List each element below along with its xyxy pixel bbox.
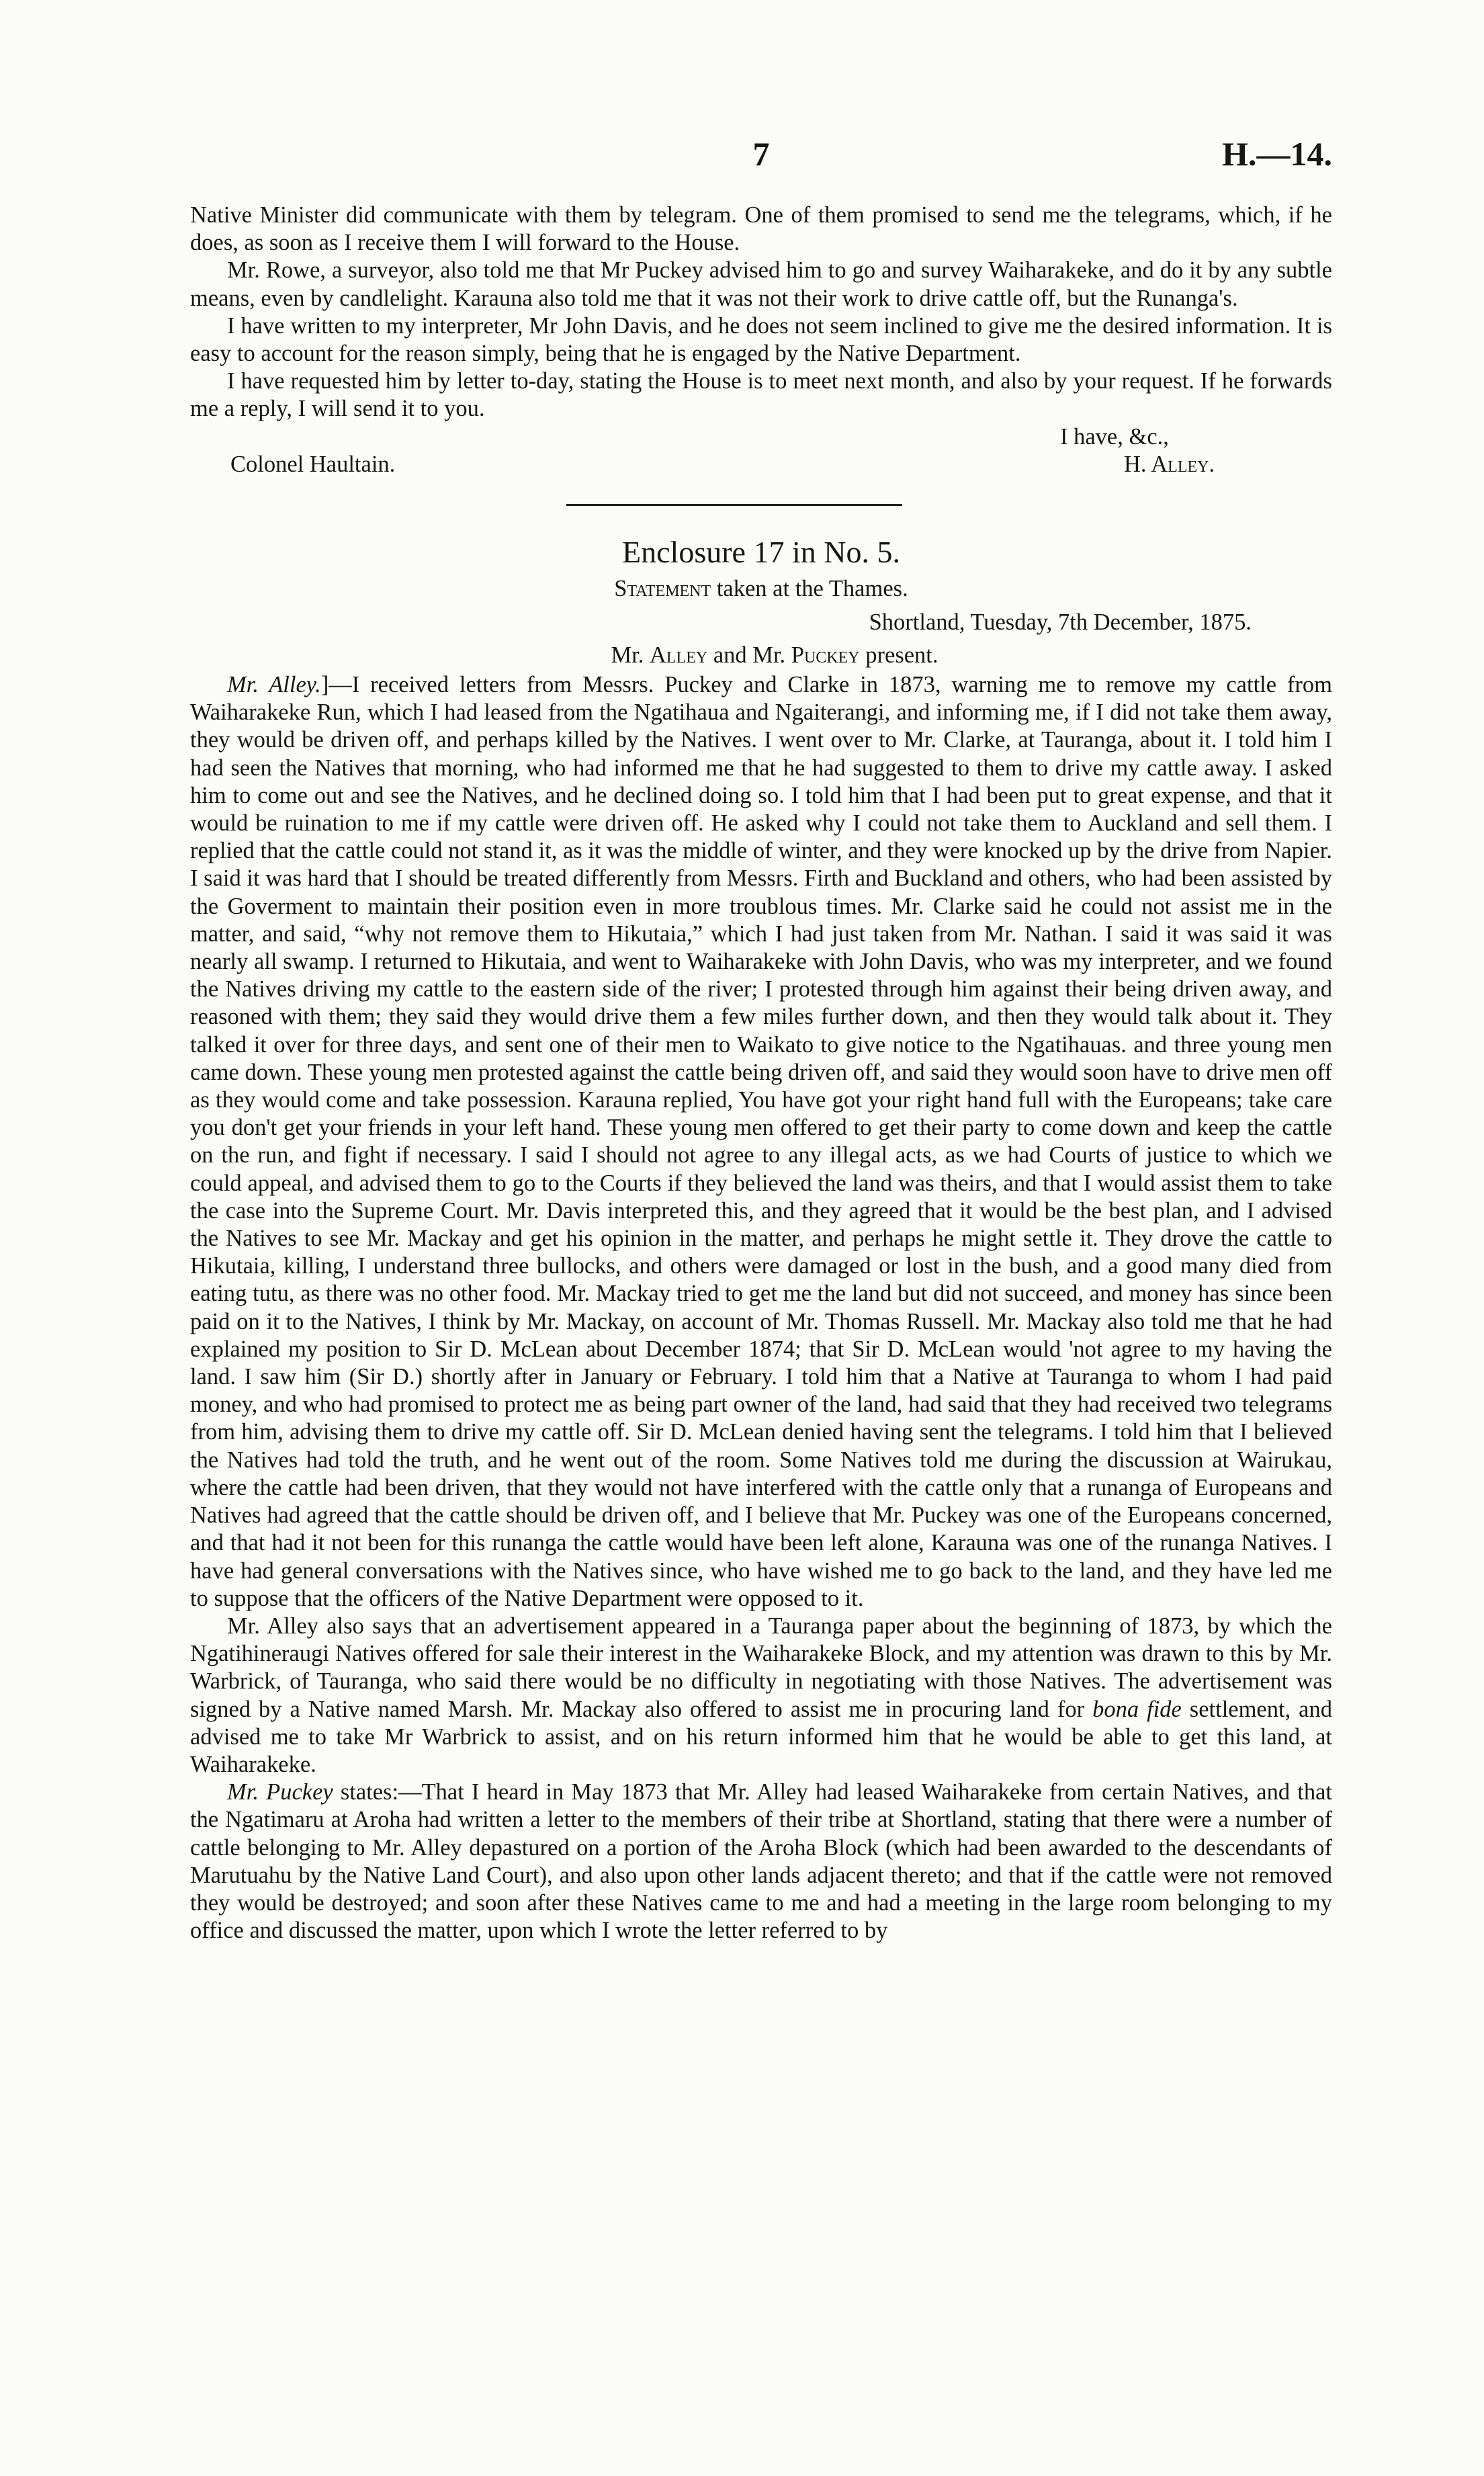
document-reference: H.—14. [1222,135,1332,173]
letter-addressee: Colonel Haultain. [230,451,396,477]
letter-paragraph: Native Minister did communicate with them by telegram. One of them promised to send me the telegrams, which, if he does, as soon as I receive them I will forward to the House. [190,202,1332,256]
document-body [190,202,1332,1945]
speaker-label: Mr. Alley. [227,672,321,697]
statement-word: Statement [614,576,711,601]
alley-statement-paragraph-2 [190,1613,1332,1779]
letter-paragraph: I have written to my interpreter, Mr John Davis, and he does not seem inclined to give me the desired information. It is easy to account for the reason simply, being that he is engaged by the Native Department. [190,312,1332,367]
present-line [190,639,1332,671]
present-name: Puckey [791,642,860,668]
statement-text: settlement, and advised me to take Mr Warbrick to assist, and on his return informed him that he would be able to get this land, at Waiharakeke. [190,1696,1332,1777]
page-number: 7 [752,135,770,173]
place-and-date: Shortland, Tuesday, 7th December, 1875. [869,609,1252,635]
present-text: Mr. [611,642,650,668]
letter-paragraph: I have requested him by letter to-day, stating the House is to meet next month, and also by your request. If he forwards me a reply, I will send it to you. [190,368,1332,422]
statement-text: ]—I received letters from Messrs. Puckey and Clarke in 1873, warning me to remove my cattle from Waiharakeke Run, which I had leased from the Ngatihaua and Ngaiterangi, and informing me, if I did not take them away, they would be driven off, and perhaps killed by the Natives. I went over to Mr. Clarke, at Tauranga, about it. I told him I had seen the Natives that morning, who had informed me that he had suggested to them to drive my cattle away. I asked him to come out and see the Natives, and he declined doing so. I told him that I had been put to great expense, and that it would be ruination to me if my cattle were driven off. He asked why I could not take them to Auckland and sell them. I replied that the cattle could not stand it, as it was the middle of winter, and they were knocked up by the drive from Napier. I said it was hard that I should be treated differently from Messrs. Firth and Buckland and others, who had been assisted by the Goverment to maintain their position even in more troublous times. Mr. Clarke said he could not assist me in the matter, and said, “why not remove them to Hikutaia,” which I had just taken from Mr. Nathan. I said it was said it was nearly all swamp. I returned to Hikutaia, and went to Waiharakeke with John Davis, who was my interpreter, and we found the Natives driving my cattle to the eastern side of the river; I protested through him against their being driven away, and reasoned with them; they said they would drive them a few miles further down, and then they would talk about it. They talked it over for three days, and sent one of their men to Waikato to give notice to the Ngatihauas. and three young men came down. These young men protested against the cattle being driven off, and said they would soon have to drive men off as they would come and take possession. Karauna replied, You have got your right hand full with the Europeans; take care you don't get your friends in your left hand. These young men offered to get their party to come down and keep the cattle on the run, and fight if necessary. I said I should not agree to any illegal acts, as we had Courts of justice to which we could appeal, and advised them to go to the Courts if they believed the land was theirs, and that I would assist them to take the case into the Supreme Court. Mr. Davis interpreted this, and they agreed that it would be the best plan, and I advised the Natives to see Mr. Mackay and get his opinion in the matter, and perhaps he might settle it. They drove the cattle to Hikutaia, killing, I understand three bullocks, and others were damaged or lost in the bush, and a good many died from eating tutu, as there was no other food. Mr. Mackay tried to get me the land but did not succeed, and money has since been paid on it to the Natives, I think by Mr. Mackay, on account of Mr. Thomas Russell. Mr. Mackay also told me that he had explained my position to Sir D. McLean about December 1874; that Sir D. McLean would 'not agree to my having the land. I saw him (Sir D.) shortly after in January or February. I told him that a Native at Tauranga to whom I had paid money, and who had promised to protect me as being part owner of the land, had said that they had received two telegrams from him, advising them to drive my cattle off. Sir D. McLean denied having sent the telegrams. I told him that I believed the Natives had told the truth, and he went out of the room. Some Natives told me during the discussion at Wairukau, where the cattle had been driven, that they would not have interfered with the cattle only that a runanga of Europeans and Natives had agreed that the cattle should be driven off, and I believe that Mr. Puckey was one of the Europeans concerned, and that had it not been for this runanga the cattle would have been left alone, Karauna was one of the runanga Natives. I have had general conversations with the Natives since, who have wished me to go back to the land, and they have led me to suppose that the officers of the Native Department were opposed to it. [190,672,1332,1611]
alley-statement-paragraph [190,671,1332,1613]
statement-rest: taken at the Thames. [711,576,908,601]
signature-row [190,451,1332,478]
speaker-label: Mr. Puckey [227,1779,333,1805]
present-text: present. [859,642,939,668]
enclosure-title: Enclosure 17 in No. 5. [622,535,900,569]
statement-text: Mr. Alley also says that an advertisement appeared in a Tauranga paper about the beginning of 1873, by which the Ngatihineraugi Natives offered for sale their interest in the Waiharakeke Block, and my attention was drawn to this by Mr. Warbrick, of Tauranga, who said there would be no difficulty in negotiating with those Natives. The advertisement was signed by a Native named Marsh. Mr. Mackay also offered to assist me in procuring land for [190,1613,1332,1722]
page-header [190,134,1332,181]
puckey-statement-paragraph [190,1779,1332,1945]
italic-phrase: bona fide [1092,1696,1182,1722]
letter-signature: H. Alley. [1124,451,1215,477]
present-name: Alley [649,642,708,668]
present-text: and Mr. [707,642,791,668]
section-divider [566,504,902,506]
closing-row [190,423,1332,451]
letter-closing: I have, &c., [1060,423,1169,450]
statement-text: states:—That I heard in May 1873 that Mr. Alley had leased Waiharakeke from certain Natives, and that the Ngatimaru at Aroha had written a letter to the members of their tribe at Shortland, stating that there were a number of cattle belonging to Mr. Alley depastured on a portion of the Aroha Block (which had been awarded to the descendants of Marutuahu by the Native Land Court), and also upon other lands adjacent thereto; and that if the cattle were not removed they would be destroyed; and soon after these Natives came to me and had a meeting in the large room belonging to my office and discussed the matter, upon which I wrote the letter referred to by [190,1779,1332,1944]
statement-heading [190,572,1332,605]
letter-paragraph: Mr. Rowe, a surveyor, also told me that Mr Puckey advised him to go and survey Waiharakeke, and do it by any subtle means, even by candlelight. Karauna also told me that it was not their work to drive cattle off, but the Runanga's. [190,257,1332,311]
